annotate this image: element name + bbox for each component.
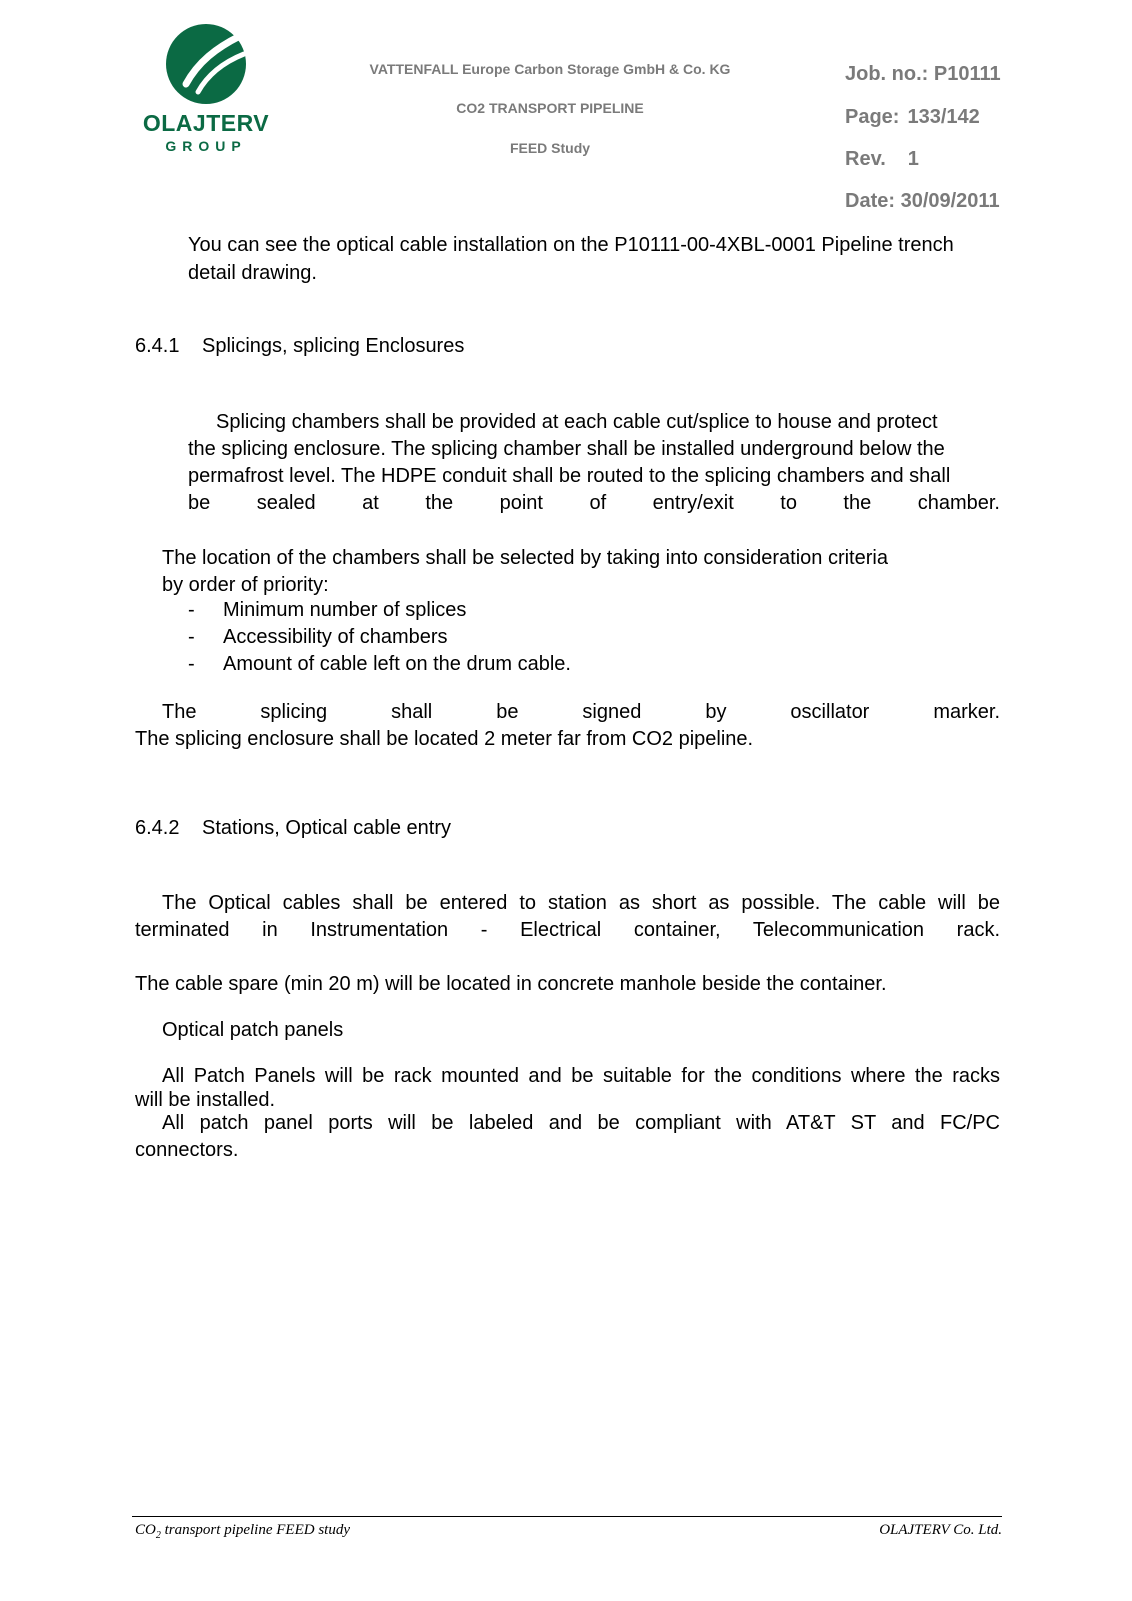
project-name: CO2 TRANSPORT PIPELINE [456,100,644,116]
rev-label: Rev. [845,148,886,170]
list-item [188,626,448,649]
logo-group-text: GROUP [165,138,247,154]
paragraph-line: be sealed at the point of entry/exit to the chamber. [188,492,1000,514]
leaf-logo-icon [164,22,248,106]
section-heading-6-4-1 [135,335,464,358]
footer-left-text: CO [135,1522,156,1538]
footer-left-subscript: 2 [155,1530,161,1541]
paragraph-line: All Patch Panels will be rack mounted and be suitable for the conditions where the racks [162,1065,1000,1087]
paragraph-line: The splicing shall be signed by oscillator marker. [162,701,1000,723]
page-number [845,106,980,129]
paragraph-line: All patch panel ports will be labeled and be compliant with AT&T ST and FC/PC [162,1112,1000,1134]
footer-right: OLAJTERV Co. Ltd. [879,1522,1002,1538]
paragraph-line: terminated in Instrumentation - Electrical container, Telecommunication rack. [135,919,1000,941]
list-item-text: Amount of cable left on the drum cable. [223,653,571,675]
section-number: 6.4.2 [135,817,180,839]
date-value: 30/09/2011 [900,190,1000,212]
logo-wordmark: OLAJTERV [142,110,270,136]
list-item [188,653,571,676]
bullet-dash: - [188,626,195,648]
list-item [188,599,466,622]
section-title: Stations, Optical cable entry [202,817,452,839]
list-item-text: Accessibility of chambers [223,626,448,648]
bullet-dash: - [188,599,195,621]
olajterv-logo [140,22,272,162]
section-number: 6.4.1 [135,335,180,357]
paragraph-line: will be installed. [135,1089,276,1111]
rev-value: 1 [907,148,919,170]
paragraph-line: permafrost level. The HDPE conduit shall be routed to the splicing chambers and shall [188,465,951,487]
document-date [845,190,1000,213]
intro-line-1: You can see the optical cable installation on the P10111-00-4XBL-0001 Pipeline trench [188,234,954,256]
date-label: Date: [845,190,896,212]
intro-line-2: detail drawing. [188,262,317,284]
paragraph-line: The Optical cables shall be entered to station as short as possible. The cable will be [162,892,1000,914]
paragraph-line: The cable spare (min 20 m) will be located in concrete manhole beside the container. [135,973,887,995]
paragraph-line: by order of priority: [162,574,329,596]
footer-divider [132,1516,1002,1517]
footer-left [135,1522,350,1541]
subheading: Optical patch panels [162,1019,344,1041]
paragraph-line: The splicing enclosure shall be located 2 meter far from CO2 pipeline. [135,728,754,750]
company-name: VATTENFALL Europe Carbon Storage GmbH & Co. KG [369,61,731,77]
paragraph-line: The location of the chambers shall be selected by taking into consideration criteria [162,547,888,569]
job-number [845,63,1001,86]
page-label: Page: [845,106,900,128]
study-name: FEED Study [509,140,591,156]
page-value: 133/142 [907,106,980,128]
paragraph-line: the splicing enclosure. The splicing chamber shall be installed underground below the [188,438,945,460]
revision [845,148,919,171]
list-item-text: Minimum number of splices [223,599,467,621]
job-label: Job. no.: [845,63,929,85]
bullet-dash: - [188,653,195,675]
section-heading-6-4-2 [135,817,451,840]
job-value: P10111 [933,63,1001,85]
paragraph-line: connectors. [135,1139,239,1161]
paragraph-line: Splicing chambers shall be provided at each cable cut/splice to house and protect [216,411,938,433]
footer-left-text: transport pipeline FEED study [160,1522,350,1538]
section-title: Splicings, splicing Enclosures [202,335,465,357]
